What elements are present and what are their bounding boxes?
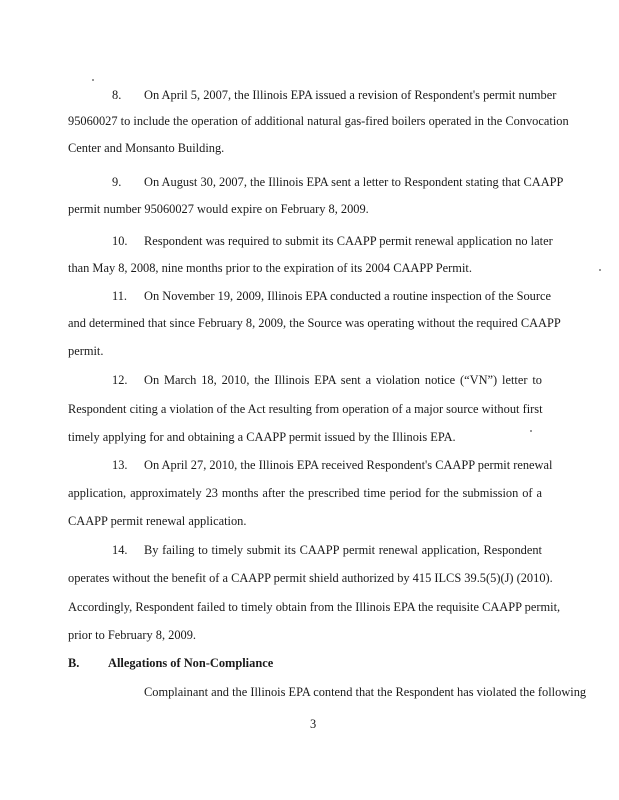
paragraph-line: By failing to timely submit its CAAPP permit renewal application, Respondent [144, 543, 542, 557]
paragraph-number: 14. [112, 543, 128, 557]
paragraph-line: On April 27, 2010, the Illinois EPA received Respondent's CAAPP permit renewal [144, 458, 553, 472]
section-letter: B. [68, 656, 80, 670]
scan-speck [530, 430, 532, 432]
paragraph-line: prior to February 8, 2009. [68, 628, 197, 642]
paragraph-line: permit. [68, 344, 104, 358]
paragraph-number: 8. [112, 88, 122, 102]
paragraph-line: On April 5, 2007, the Illinois EPA issued a revision of Respondent's permit number [144, 88, 557, 102]
scan-speck [92, 79, 94, 81]
paragraph-line: Respondent was required to submit its CAAPP permit renewal application no later [144, 234, 553, 248]
paragraph-line: On November 19, 2009, Illinois EPA conducted a routine inspection of the Source [144, 289, 551, 303]
paragraph-number: 12. [112, 373, 128, 387]
paragraph-line: Complainant and the Illinois EPA contend that the Respondent has violated the following [144, 685, 587, 699]
paragraph-line: permit number 95060027 would expire on February 8, 2009. [68, 202, 369, 216]
paragraph-number: 9. [112, 175, 122, 189]
paragraph-line: 95060027 to include the operation of additional natural gas-fired boilers operated in the Convocation [68, 114, 569, 128]
paragraph-number: 10. [112, 234, 128, 248]
page-number: 3 [310, 717, 317, 731]
section-title: Allegations of Non-Compliance [108, 656, 274, 670]
paragraph-line: On March 18, 2010, the Illinois EPA sent a violation notice (“VN”) letter to [144, 373, 542, 387]
paragraph-line: Center and Monsanto Building. [68, 141, 225, 155]
paragraph-line: Respondent citing a violation of the Act resulting from operation of a major source without first [68, 402, 543, 416]
paragraph-number: 13. [112, 458, 128, 472]
paragraph-line: operates without the benefit of a CAAPP permit shield authorized by 415 ILCS 39.5(5)(J) (2010). [68, 571, 553, 585]
paragraph-line: Accordingly, Respondent failed to timely obtain from the Illinois EPA the requisite CAAPP permit, [68, 600, 561, 614]
paragraph-line: application, approximately 23 months after the prescribed time period for the submission of a [68, 486, 542, 500]
paragraph-line: than May 8, 2008, nine months prior to the expiration of its 2004 CAAPP Permit. [68, 261, 472, 275]
scan-speck [599, 269, 601, 271]
paragraph-line: On August 30, 2007, the Illinois EPA sent a letter to Respondent stating that CAAPP [144, 175, 564, 189]
paragraph-line: CAAPP permit renewal application. [68, 514, 247, 528]
paragraph-line: and determined that since February 8, 2009, the Source was operating without the required CAAPP [68, 316, 561, 330]
paragraph-line: timely applying for and obtaining a CAAPP permit issued by the Illinois EPA. [68, 430, 456, 444]
paragraph-number: 11. [112, 289, 128, 303]
